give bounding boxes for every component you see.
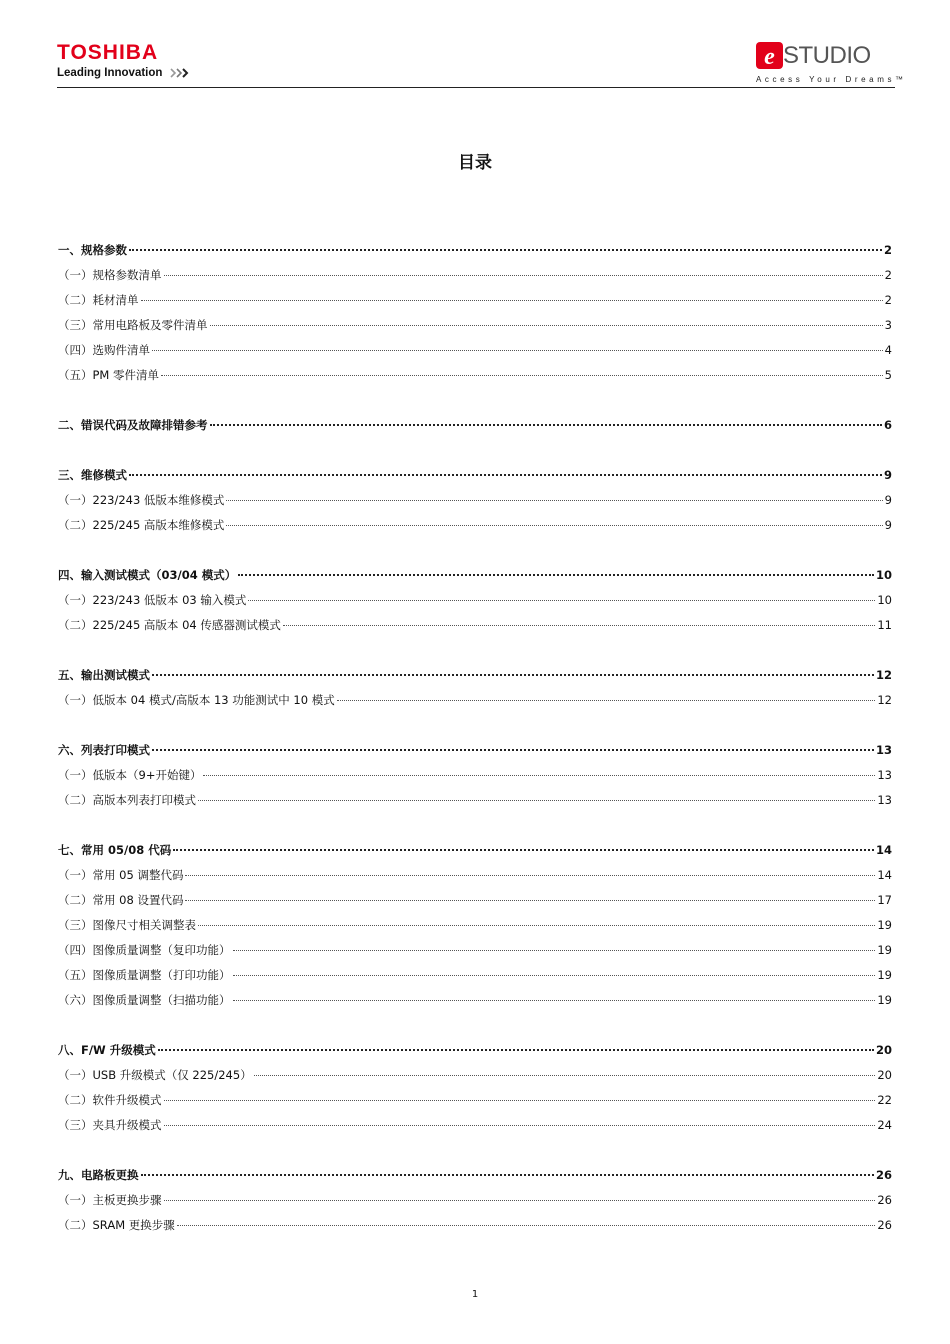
toc-entry-title: （二）SRAM 更换步骤 xyxy=(58,1218,175,1232)
toc-dot-leader xyxy=(173,849,874,851)
page-title: 目录 xyxy=(458,153,492,173)
toc-page-number: 2 xyxy=(884,268,892,282)
toc-dot-leader xyxy=(129,474,882,476)
toc-dot-leader xyxy=(233,1000,876,1001)
toc-page-number: 10 xyxy=(877,593,892,607)
toc-subentry[interactable] xyxy=(58,988,892,1013)
toc-section-entry[interactable] xyxy=(58,838,892,863)
toc-page-number: 19 xyxy=(877,943,892,957)
toc-subentry[interactable] xyxy=(58,1088,892,1113)
toc-subentry[interactable] xyxy=(58,938,892,963)
toc-entry-title: 六、列表打印模式 xyxy=(58,743,150,757)
toc-entry-title: （二）耗材清单 xyxy=(58,293,139,307)
toc-subentry[interactable] xyxy=(58,488,892,513)
toc-entry-title: （六）图像质量调整（扫描功能） xyxy=(58,993,231,1007)
toc-page-number: 13 xyxy=(877,768,892,782)
toc-subentry[interactable] xyxy=(58,1113,892,1138)
toc-subentry[interactable] xyxy=(58,913,892,938)
toc-dot-leader xyxy=(152,350,883,351)
toc-dot-leader xyxy=(185,875,875,876)
toc-entry-title: 八、F/W 升级模式 xyxy=(58,1043,156,1057)
toc-entry-title: （二）软件升级模式 xyxy=(58,1093,162,1107)
toc-subentry[interactable] xyxy=(58,313,892,338)
toc-page-number: 26 xyxy=(877,1218,892,1232)
toc-dot-leader xyxy=(141,1174,874,1176)
toc-page-number: 26 xyxy=(877,1193,892,1207)
toc-entry-title: （一）主板更换步骤 xyxy=(58,1193,162,1207)
toc-entry-title: （四）选购件清单 xyxy=(58,343,150,357)
toc-page-number: 11 xyxy=(877,618,892,632)
toc-page-number: 4 xyxy=(884,343,892,357)
toc-subentry[interactable] xyxy=(58,688,892,713)
toc-page-number: 26 xyxy=(875,1168,892,1182)
toc-entry-title: （一）223/243 低版本维修模式 xyxy=(58,493,225,507)
toc-page-number: 17 xyxy=(877,893,892,907)
toc-entry-title: 七、常用 05/08 代码 xyxy=(58,843,172,857)
toc-page-number: 13 xyxy=(875,743,892,757)
toc-dot-leader xyxy=(129,249,882,251)
toc-dot-leader xyxy=(198,925,875,926)
toc-subentry[interactable] xyxy=(58,1188,892,1213)
toc-dot-leader xyxy=(337,700,876,701)
toc-page-number: 14 xyxy=(877,868,892,882)
toc-dot-leader xyxy=(210,325,883,326)
toc-page-number: 9 xyxy=(884,493,892,507)
toc-dot-leader xyxy=(238,574,874,576)
toc-entry-title: （一）规格参数清单 xyxy=(58,268,162,282)
estudio-e-icon xyxy=(755,40,785,72)
toc-page-number: 14 xyxy=(875,843,892,857)
toc-entry-title: （二）225/245 高版本维修模式 xyxy=(58,518,225,532)
estudio-wordmark: STUDIO xyxy=(783,42,871,69)
toc-subentry[interactable] xyxy=(58,1063,892,1088)
toc-entry-title: （一）USB 升级模式（仅 225/245） xyxy=(58,1068,252,1082)
toc-page-number: 3 xyxy=(884,318,892,332)
toc-section-entry[interactable] xyxy=(58,1163,892,1188)
toc-entry-title: （一）低版本（9+开始键） xyxy=(58,768,202,782)
toc-entry-title: （五）PM 零件清单 xyxy=(58,368,160,382)
toc-entry-title: （三）常用电路板及零件清单 xyxy=(58,318,208,332)
toc-dot-leader xyxy=(141,300,883,301)
toc-subentry[interactable] xyxy=(58,1213,892,1238)
toc-dot-leader xyxy=(283,625,875,626)
toshiba-logo: TOSHIBA xyxy=(57,41,159,64)
toc-dot-leader xyxy=(164,1125,876,1126)
toc-page-number: 2 xyxy=(884,293,892,307)
toc-page-number: 12 xyxy=(877,693,892,707)
page-header xyxy=(0,0,950,92)
toc-entry-title: （一）常用 05 调整代码 xyxy=(58,868,184,882)
toc-entry-title: （二）225/245 高版本 04 传感器测试模式 xyxy=(58,618,281,632)
toc-dot-leader xyxy=(152,674,874,676)
toc-section-entry[interactable] xyxy=(58,413,892,438)
estudio-logo xyxy=(755,40,907,86)
toc-subentry[interactable] xyxy=(58,788,892,813)
toc-entry-title: （四）图像质量调整（复印功能） xyxy=(58,943,231,957)
toc-subentry[interactable] xyxy=(58,888,892,913)
toc-page-number: 22 xyxy=(877,1093,892,1107)
toc-dot-leader xyxy=(185,900,875,901)
toc-dot-leader xyxy=(248,600,875,601)
toc-entry-title: （二）高版本列表打印模式 xyxy=(58,793,196,807)
estudio-tagline: Access Your Dreams™ xyxy=(756,75,907,84)
toc-entry-title: 三、维修模式 xyxy=(58,468,127,482)
toc-page-number: 2 xyxy=(883,243,892,257)
toc-entry-title: （三）夹具升级模式 xyxy=(58,1118,162,1132)
toc-page-number: 10 xyxy=(875,568,892,582)
toc-subentry[interactable] xyxy=(58,263,892,288)
toc-entry-title: 四、输入测试模式（03/04 模式） xyxy=(58,568,237,582)
toc-entry-title: 五、输出测试模式 xyxy=(58,668,150,682)
chevron-arrows-icon xyxy=(170,68,192,78)
toc-dot-leader xyxy=(161,375,883,376)
toc-section-entry[interactable] xyxy=(58,738,892,763)
toc-dot-leader xyxy=(158,1049,874,1051)
toc-page-number: 19 xyxy=(877,993,892,1007)
page-number: 1 xyxy=(471,1289,479,1300)
toc-section-entry[interactable] xyxy=(58,238,892,263)
toc-page-number: 19 xyxy=(877,918,892,932)
toc-subentry[interactable] xyxy=(58,363,892,388)
toc-dot-leader xyxy=(226,500,882,501)
toc-page-number: 12 xyxy=(875,668,892,682)
toc-entry-title: （一）低版本 04 模式/高版本 13 功能测试中 10 模式 xyxy=(58,693,335,707)
toc-dot-leader xyxy=(210,424,882,426)
toc-subentry[interactable] xyxy=(58,763,892,788)
toc-dot-leader xyxy=(203,775,875,776)
toc-subentry[interactable] xyxy=(58,963,892,988)
toc-page-number: 6 xyxy=(883,418,892,432)
toc-section-entry[interactable] xyxy=(58,463,892,488)
toc-subentry[interactable] xyxy=(58,588,892,613)
svg-text:e: e xyxy=(764,44,775,70)
toc-subentry[interactable] xyxy=(58,338,892,363)
toc-dot-leader xyxy=(164,1100,876,1101)
toc-section-entry[interactable] xyxy=(58,663,892,688)
toc-dot-leader xyxy=(198,800,875,801)
toc-dot-leader xyxy=(164,275,883,276)
toc-section-entry[interactable] xyxy=(58,563,892,588)
toc-page-number: 20 xyxy=(877,1068,892,1082)
toc-entry-title: 九、电路板更换 xyxy=(58,1168,139,1182)
toc-page-number: 9 xyxy=(883,468,892,482)
toc-page-number: 20 xyxy=(875,1043,892,1057)
toc-subentry[interactable] xyxy=(58,863,892,888)
table-of-contents xyxy=(58,238,892,1238)
toc-subentry[interactable] xyxy=(58,288,892,313)
toc-entry-title: （二）常用 08 设置代码 xyxy=(58,893,184,907)
toshiba-tagline: Leading Innovation xyxy=(57,67,163,79)
toc-dot-leader xyxy=(233,950,876,951)
toc-entry-title: 一、规格参数 xyxy=(58,243,127,257)
toc-entry-title: （一）223/243 低版本 03 输入模式 xyxy=(58,593,247,607)
toc-page-number: 9 xyxy=(884,518,892,532)
toc-page-number: 24 xyxy=(877,1118,892,1132)
toc-entry-title: 二、错误代码及故障排错参考 xyxy=(58,418,208,432)
toc-page-number: 5 xyxy=(884,368,892,382)
header-rule xyxy=(57,87,895,88)
toc-dot-leader xyxy=(226,525,882,526)
toc-page-number: 13 xyxy=(877,793,892,807)
toc-page-number: 19 xyxy=(877,968,892,982)
toc-dot-leader xyxy=(164,1200,876,1201)
toc-dot-leader xyxy=(177,1225,876,1226)
toc-entry-title: （五）图像质量调整（打印功能） xyxy=(58,968,231,982)
toc-section-entry[interactable] xyxy=(58,1038,892,1063)
toc-dot-leader xyxy=(152,749,874,751)
toc-dot-leader xyxy=(233,975,876,976)
toc-entry-title: （三）图像尺寸相关调整表 xyxy=(58,918,196,932)
toc-subentry[interactable] xyxy=(58,613,892,638)
toc-subentry[interactable] xyxy=(58,513,892,538)
toc-dot-leader xyxy=(254,1075,876,1076)
